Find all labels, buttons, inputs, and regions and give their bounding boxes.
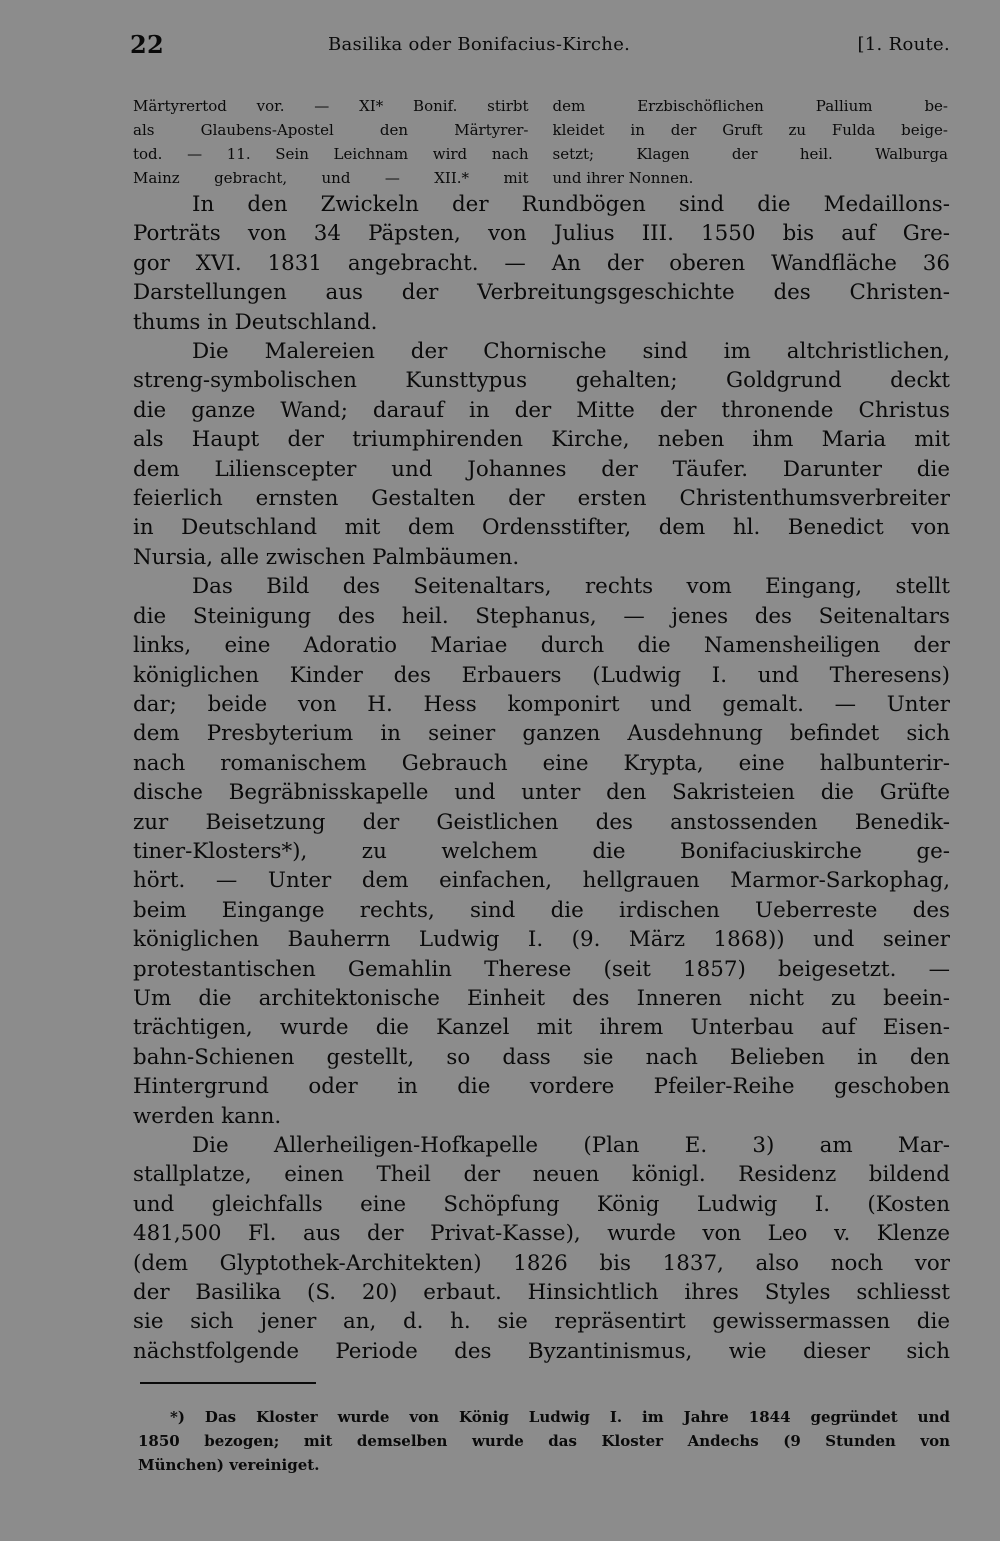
footnote-line: *) Das Kloster wurde von König Ludwig I. im Jahre 1844 gegründet und bbox=[170, 1408, 950, 1426]
text-line: sie sich jener an, d. h. sie repräsentirt gewissermassen die bbox=[133, 1309, 950, 1335]
text-line: In den Zwickeln der Rundbögen sind die Medaillons- bbox=[192, 192, 950, 217]
text-line: nach romanischem Gebrauch eine Krypta, eine halbunterir- bbox=[133, 750, 950, 776]
text-line: streng-symbolischen Kunsttypus gehalten; Goldgrund deckt bbox=[133, 368, 950, 394]
text-line: bahn-Schienen gestellt, so dass sie nach Belieben in den bbox=[133, 1044, 950, 1070]
text-line: Darstellungen aus der Verbreitungsgeschichte des Christen- bbox=[133, 280, 950, 306]
text-line: Porträts von 34 Päpsten, von Julius III. 1550 bis auf Gre- bbox=[133, 221, 950, 247]
text-line: königlichen Kinder des Erbauers (Ludwig I. und Theresens) bbox=[133, 662, 950, 688]
note-line: und ihrer Nonnen. bbox=[552, 169, 694, 187]
route-label: [1. Route. bbox=[857, 34, 950, 55]
text-line: dem Lilienscepter und Johannes der Täufer. Darunter die bbox=[133, 456, 950, 482]
text-line: tiner-Klosters*), zu welchem die Bonifaciuskirche ge- bbox=[133, 838, 950, 864]
text-line: Die Allerheiligen-Hofkapelle (Plan E. 3) am Mar- bbox=[192, 1133, 950, 1158]
page-number: 22 bbox=[130, 30, 164, 59]
notes-right-column bbox=[549, 94, 949, 190]
note-line: tod. — 11. Sein Leichnam wird nach bbox=[133, 145, 529, 163]
text-line: der Basilika (S. 20) erbaut. Hinsichtlich ihres Styles schliesst bbox=[133, 1280, 950, 1306]
page-header bbox=[130, 30, 950, 62]
text-line: 481,500 Fl. aus der Privat-Kasse), wurde von Leo v. Klenze bbox=[133, 1221, 950, 1247]
note-line: dem Erzbischöflichen Pallium be- bbox=[552, 97, 948, 115]
text-line: Das Bild des Seitenaltars, rechts vom Eingang, stellt bbox=[192, 574, 950, 600]
text-line: königlichen Bauherrn Ludwig I. (9. März 1868)) und seiner bbox=[133, 927, 950, 953]
text-line: zur Beisetzung der Geistlichen des anstossenden Benedik- bbox=[133, 809, 950, 835]
text-line: die Steinigung des heil. Stephanus, — jenes des Seitenaltars bbox=[133, 603, 950, 629]
body-text bbox=[133, 190, 950, 1366]
text-line: nächstfolgende Periode des Byzantinismus, wie dieser sich bbox=[133, 1338, 950, 1364]
footnote bbox=[138, 1405, 950, 1477]
footnote-rule bbox=[140, 1382, 316, 1384]
text-line: Hintergrund oder in die vordere Pfeiler-Reihe geschoben bbox=[133, 1074, 950, 1100]
note-line: als Glaubens-Apostel den Märtyrer- bbox=[133, 121, 529, 139]
text-line: trächtigen, wurde die Kanzel mit ihrem Unterbau auf Eisen- bbox=[133, 1015, 950, 1041]
text-line: in Deutschland mit dem Ordensstifter, dem hl. Benedict von bbox=[133, 515, 950, 541]
notes-left-column bbox=[133, 94, 535, 190]
text-line: (dem Glyptothek-Architekten) 1826 bis 1837, also noch vor bbox=[133, 1250, 950, 1276]
text-line: als Haupt der triumphirenden Kirche, neben ihm Maria mit bbox=[133, 427, 950, 453]
note-line: Märtyrertod vor. — XI* Bonif. stirbt bbox=[133, 97, 529, 115]
running-title: Basilika oder Bonifacius-Kirche. bbox=[328, 34, 631, 55]
footnote-line: 1850 bezogen; mit demselben wurde das Kloster Andechs (9 Stunden von bbox=[138, 1432, 950, 1450]
note-line: Mainz gebracht, und — XII.* mit bbox=[133, 169, 529, 187]
note-line: kleidet in der Gruft zu Fulda beige- bbox=[552, 121, 948, 139]
text-line: beim Eingange rechts, sind die irdischen Ueberreste des bbox=[133, 897, 950, 923]
text-line: hört. — Unter dem einfachen, hellgrauen Marmor-Sarkophag, bbox=[133, 868, 950, 894]
text-line: und gleichfalls eine Schöpfung König Ludwig I. (Kosten bbox=[133, 1191, 950, 1217]
text-line: Nursia, alle zwischen Palmbäumen. bbox=[133, 544, 520, 570]
column-divider bbox=[541, 94, 543, 190]
text-line: die ganze Wand; darauf in der Mitte der thronende Christus bbox=[133, 397, 950, 423]
text-line: gor XVI. 1831 angebracht. — An der oberen Wandfläche 36 bbox=[133, 250, 950, 276]
text-line: dar; beide von H. Hess komponirt und gemalt. — Unter bbox=[133, 691, 950, 717]
footnote-line: München) vereiniget. bbox=[138, 1456, 320, 1474]
text-line: stallplatze, einen Theil der neuen königl. Residenz bildend bbox=[133, 1162, 950, 1188]
text-line: feierlich ernsten Gestalten der ersten Christenthumsverbreiter bbox=[133, 486, 950, 512]
text-line: links, eine Adoratio Mariae durch die Namensheiligen der bbox=[133, 633, 950, 659]
text-line: Um die architektonische Einheit des Inneren nicht zu beein- bbox=[133, 985, 950, 1011]
chronology-notes bbox=[133, 94, 948, 190]
text-line: thums in Deutschland. bbox=[133, 309, 378, 335]
text-line: protestantischen Gemahlin Therese (seit 1857) beigesetzt. — bbox=[133, 956, 950, 982]
text-line: Die Malereien der Chornische sind im altchristlichen, bbox=[192, 339, 950, 365]
note-line: setzt; Klagen der heil. Walburga bbox=[552, 145, 948, 163]
text-line: werden kann. bbox=[133, 1103, 282, 1129]
text-line: dische Begräbnisskapelle und unter den Sakristeien die Grüfte bbox=[133, 780, 950, 806]
text-line: dem Presbyterium in seiner ganzen Ausdehnung befindet sich bbox=[133, 721, 950, 747]
